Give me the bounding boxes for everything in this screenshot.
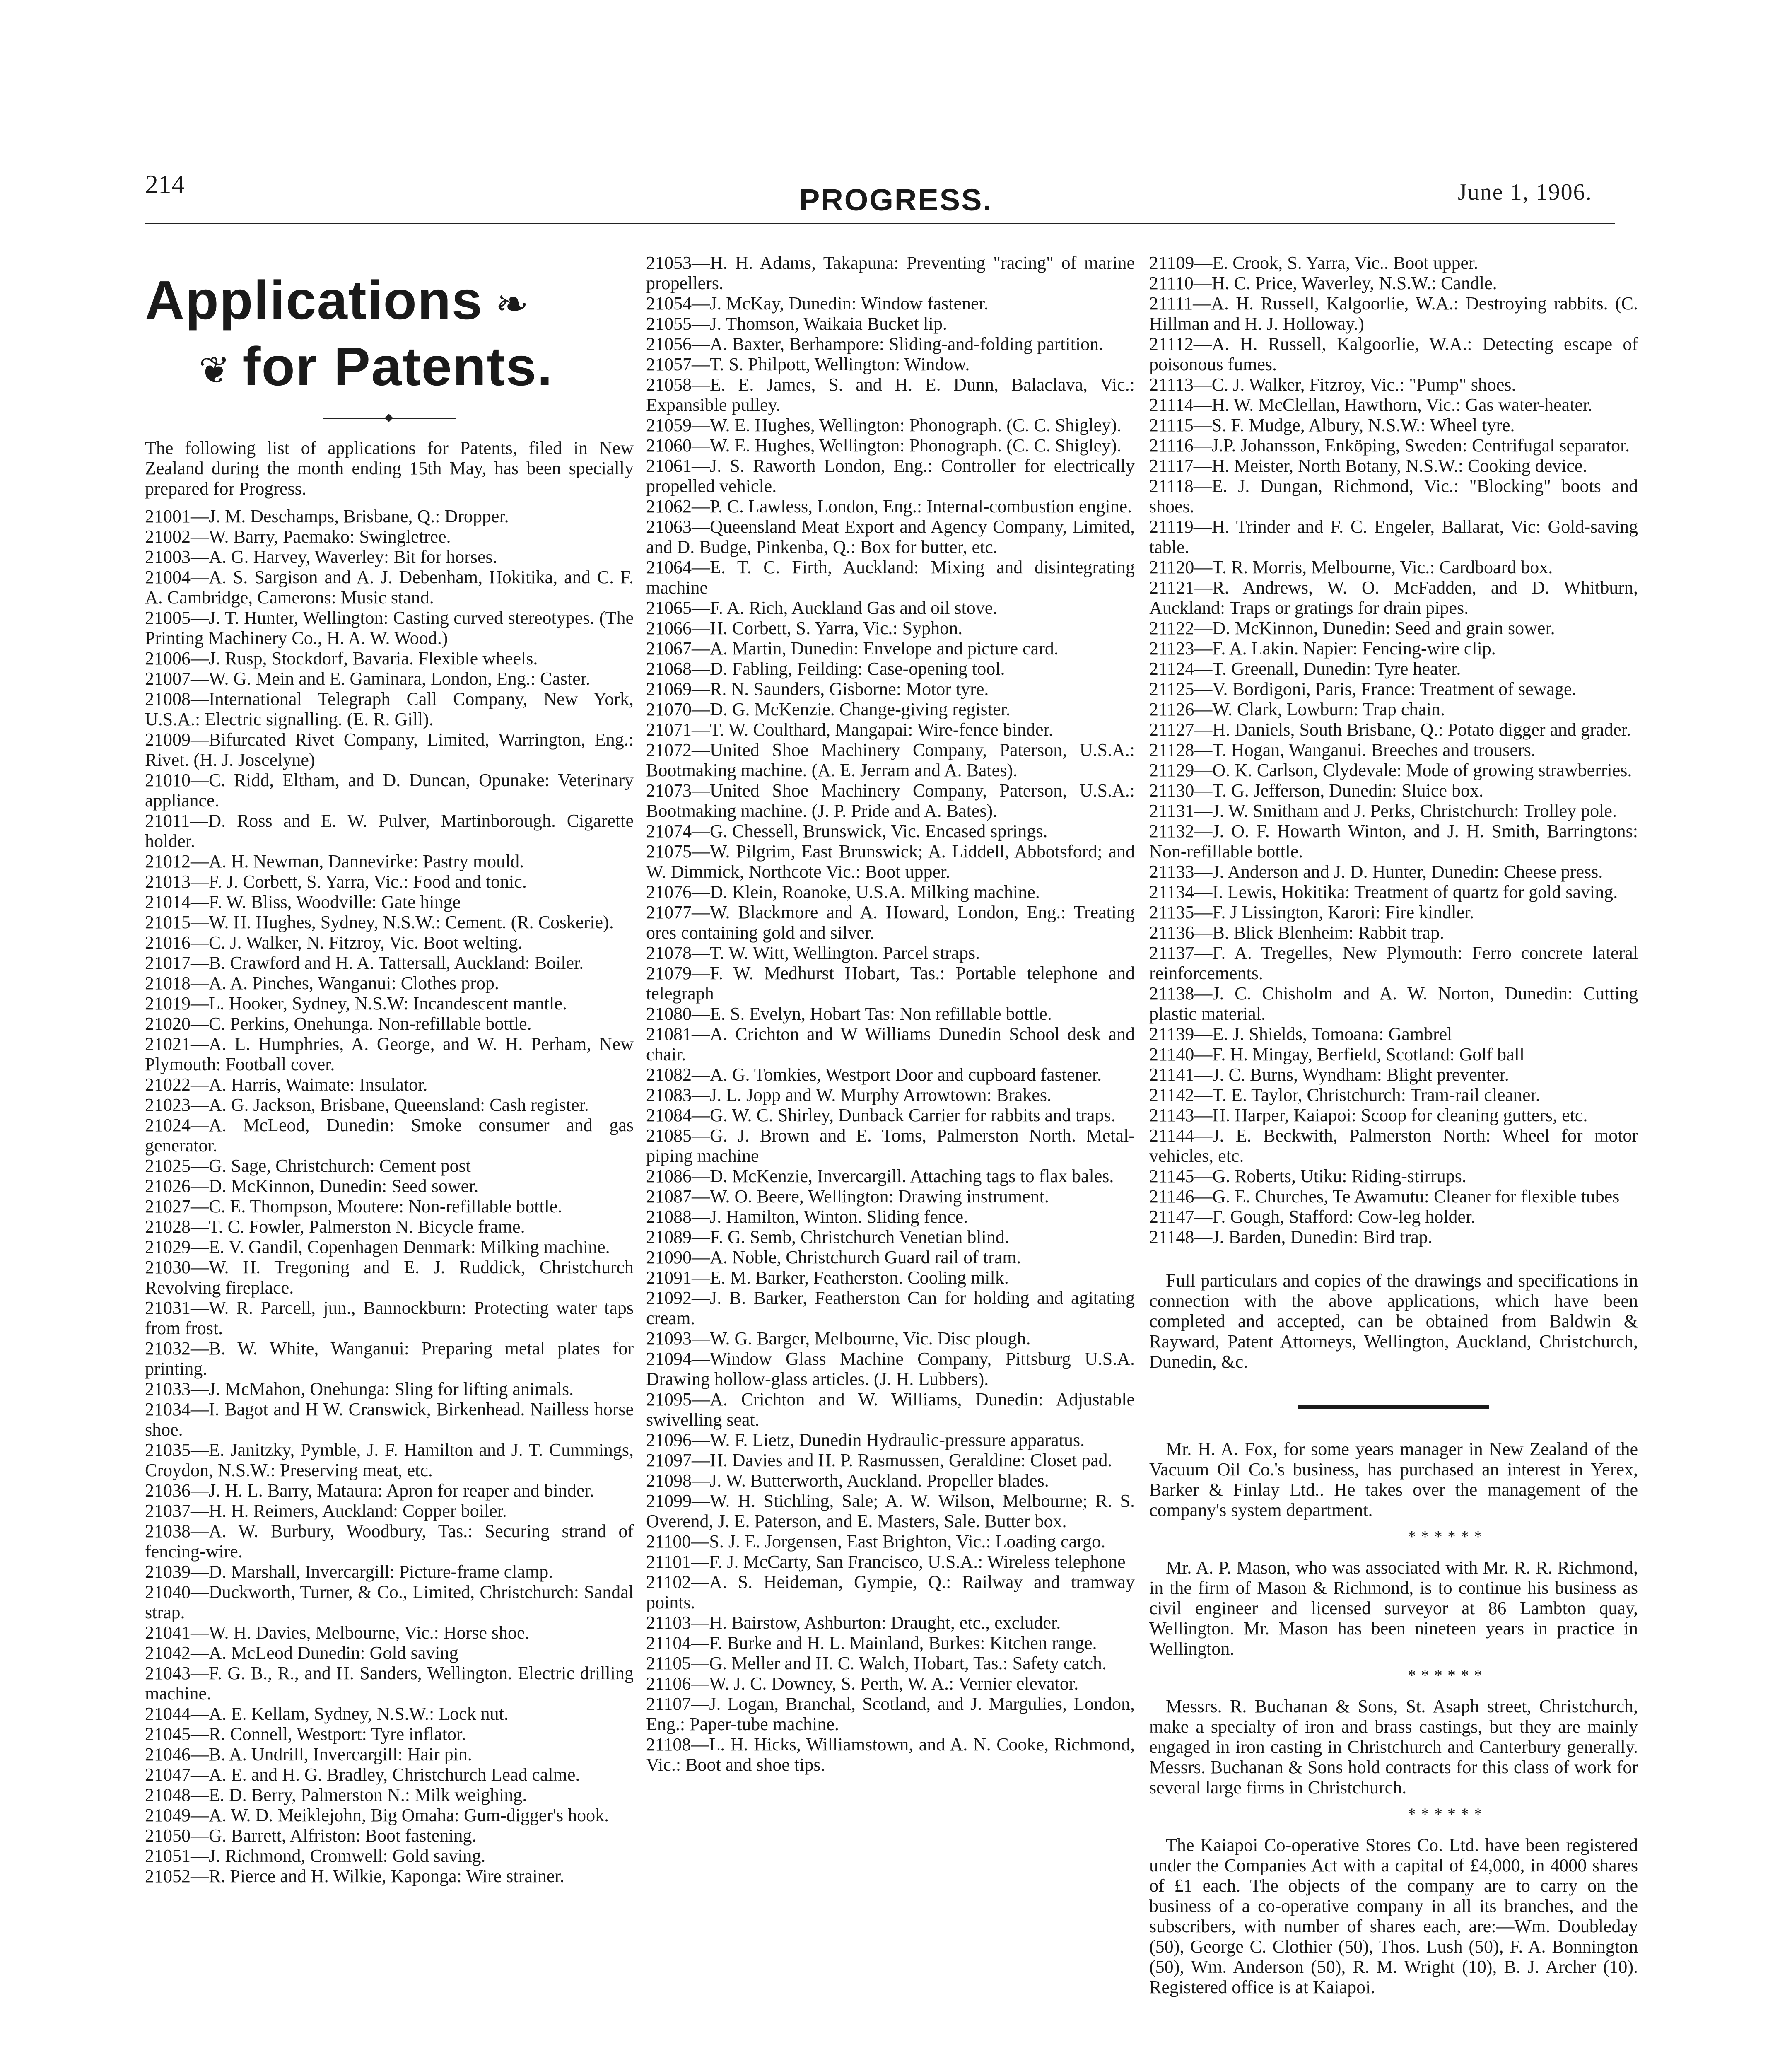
patent-entry: 21097—H. Davies and H. P. Rasmussen, Geraldine: Closet pad. <box>646 1450 1112 1470</box>
patent-entry: 21096—W. F. Lietz, Dunedin Hydraulic-pressure apparatus. <box>646 1430 1085 1450</box>
patent-entry: 21053—H. H. Adams, Takapuna: Preventing "racing" of marine propellers. <box>646 253 1135 293</box>
patent-entry: 21125—V. Bordigoni, Paris, France: Treatment of sewage. <box>1149 679 1577 699</box>
patent-entry: 21086—D. McKenzie, Invercargill. Attaching tags to flax bales. <box>646 1166 1114 1186</box>
patent-entry: 21065—F. A. Rich, Auckland Gas and oil stove. <box>646 598 998 618</box>
patent-entry: 21122—D. McKinnon, Dunedin: Seed and grain sower. <box>1149 618 1555 638</box>
patent-entry: 21094—Window Glass Machine Company, Pittsburg U.S.A. Drawing hollow-glass articles. (J. H. Lubbers). <box>646 1349 1135 1389</box>
column-2 <box>646 253 1135 1775</box>
patent-entry: 21119—H. Trinder and F. C. Engeler, Ballarat, Vic: Gold-saving table. <box>1149 517 1638 557</box>
patent-entry: 21133—J. Anderson and J. D. Hunter, Dunedin: Cheese press. <box>1149 862 1603 882</box>
patent-entry: 21047—A. E. and H. G. Bradley, Christchurch Lead calme. <box>145 1764 580 1785</box>
patent-entry: 21124—T. Greenall, Dunedin: Tyre heater. <box>1149 659 1461 679</box>
patent-entry: 21062—P. C. Lawless, London, Eng.: Internal-combustion engine. <box>646 496 1132 517</box>
patent-entry: 21027—C. E. Thompson, Moutere: Non-refillable bottle. <box>145 1196 562 1217</box>
patent-entry: 21139—E. J. Shields, Tomoana: Gambrel <box>1149 1024 1452 1044</box>
patent-entry: 21128—T. Hogan, Wanganui. Breeches and trousers. <box>1149 740 1536 760</box>
patent-entry: 21072—United Shoe Machinery Company, Paterson, U.S.A.: Bootmaking machine. (A. E. Jerram and A. Bates). <box>646 740 1135 780</box>
patent-entry: 21009—Bifurcated Rivet Company, Limited, Warrington, Eng.: Rivet. (H. J. Joscelyne) <box>145 729 634 770</box>
patent-entry: 21088—J. Hamilton, Winton. Sliding fence. <box>646 1207 968 1227</box>
patent-entry: 21137—F. A. Tregelles, New Plymouth: Ferro concrete lateral reinforcements. <box>1149 943 1638 983</box>
patent-entry: 21074—G. Chessell, Brunswick, Vic. Encased springs. <box>646 821 1048 841</box>
patent-entry: 21050—G. Barrett, Alfriston: Boot fastening. <box>145 1825 477 1846</box>
star-separator: ****** <box>1408 1527 1487 1546</box>
patent-entry: 21093—W. G. Barger, Melbourne, Vic. Disc plough. <box>646 1328 1031 1349</box>
patent-entry: 21035—E. Janitzky, Pymble, J. F. Hamilton and J. T. Cummings, Croydon, N.S.W.: Preserving meat, etc. <box>145 1440 634 1481</box>
patent-entry: 21012—A. H. Newman, Dannevirke: Pastry mould. <box>145 851 524 872</box>
article-intro: The following list of applications for Patents, filed in New Zealand during the month ending 15th May, has been specially prepared for Progress. <box>145 438 634 499</box>
patent-entry: 21033—J. McMahon, Onehunga: Sling for lifting animals. <box>145 1379 574 1400</box>
column-3 <box>1149 253 1638 1997</box>
star-separator: ****** <box>1408 1666 1487 1685</box>
patent-entry: 21106—W. J. C. Downey, S. Perth, W. A.: Vernier elevator. <box>646 1673 1079 1694</box>
issue-date: June 1, 1906. <box>1458 179 1592 205</box>
patent-entry: 21118—E. J. Dungan, Richmond, Vic.: "Blocking" boots and shoes. <box>1149 476 1638 517</box>
patent-entry: 21058—E. E. James, S. and H. E. Dunn, Balaclava, Vic.: Expansible pulley. <box>646 374 1135 415</box>
patent-entry: 21138—J. C. Chisholm and A. W. Norton, Dunedin: Cutting plastic material. <box>1149 983 1638 1024</box>
patent-entry: 21037—H. H. Reimers, Auckland: Copper boiler. <box>145 1501 507 1521</box>
heading-line-2: for Patents. <box>242 336 553 397</box>
patent-entry: 21045—R. Connell, Westport: Tyre inflator. <box>145 1724 466 1745</box>
patent-entry: 21001—J. M. Deschamps, Brisbane, Q.: Dropper. <box>145 506 509 527</box>
patent-entry: 21143—H. Harper, Kaiapoi: Scoop for cleaning gutters, etc. <box>1149 1105 1588 1125</box>
patent-entry: 21129—O. K. Carlson, Clydevale: Mode of growing strawberries. <box>1149 760 1632 780</box>
patent-entry: 21105—G. Meller and H. C. Walch, Hobart, Tas.: Safety catch. <box>646 1653 1107 1673</box>
patent-entry: 21007—W. G. Mein and E. Gaminara, London, Eng.: Caster. <box>145 669 590 689</box>
patent-entry: 21016—C. J. Walker, N. Fitzroy, Vic. Boot welting. <box>145 932 523 953</box>
patent-entry: 21066—H. Corbett, S. Yarra, Vic.: Syphon. <box>646 618 963 638</box>
patent-entry: 21043—F. G. B., R., and H. Sanders, Wellington. Electric drilling machine. <box>145 1663 634 1704</box>
patent-entry: 21044—A. E. Kellam, Sydney, N.S.W.: Lock nut. <box>145 1704 509 1724</box>
patent-entry: 21015—W. H. Hughes, Sydney, N.S.W.: Cement. (R. Coskerie). <box>145 912 614 933</box>
patent-entry: 21121—R. Andrews, W. O. McFadden, and D. Whitburn, Auckland: Traps or gratings for drain pipes. <box>1149 577 1638 618</box>
patent-entry: 21067—A. Martin, Dunedin: Envelope and picture card. <box>646 638 1059 659</box>
patent-entry: 21099—W. H. Stichling, Sale; A. W. Wilson, Melbourne; R. S. Overend, J. E. Paterson, and E. Masters, Sale. Butter box. <box>646 1491 1135 1531</box>
heading-line-2-wrap <box>145 336 634 402</box>
news-item: Mr. A. P. Mason, who was associated with Mr. R. R. Richmond, in the firm of Mason & Richmond, is to continue his business as civil engineer and licensed surveyor at 86 Lambton quay, Wellington. Mr. Mason has been nineteen years in practice in Wellington. <box>1149 1557 1638 1659</box>
patent-entry: 21089—F. G. Semb, Christchurch Venetian blind. <box>646 1227 1009 1247</box>
leaf-ornament-icon: ❧ <box>495 282 530 327</box>
patent-entry: 21038—A. W. Burbury, Woodbury, Tas.: Securing strand of fencing-wire. <box>145 1521 634 1562</box>
patent-entry: 21110—H. C. Price, Waverley, N.S.W.: Candle. <box>1149 273 1497 293</box>
patent-entry: 21064—E. T. C. Firth, Auckland: Mixing and disintegrating machine <box>646 557 1135 598</box>
patent-entry: 21049—A. W. D. Meiklejohn, Big Omaha: Gum-digger's hook. <box>145 1805 609 1826</box>
patent-entry: 21102—A. S. Heideman, Gympie, Q.: Railway and tramway points. <box>646 1572 1135 1612</box>
article-heading <box>145 269 634 402</box>
star-separator: ****** <box>1408 1805 1487 1823</box>
patent-entry: 21079—F. W. Medhurst Hobart, Tas.: Portable telephone and telegraph <box>646 963 1135 1004</box>
page-number: 214 <box>145 169 185 199</box>
patent-entry: 21123—F. A. Lakin. Napier: Fencing-wire clip. <box>1149 638 1496 659</box>
patent-entry: 21036—J. H. L. Barry, Mataura: Apron for reaper and binder. <box>145 1480 594 1501</box>
patent-entry: 21080—E. S. Evelyn, Hobart Tas: Non refillable bottle. <box>646 1004 1052 1024</box>
patent-list-col2 <box>646 253 1135 1775</box>
patent-entry: 21019—L. Hooker, Sydney, N.S.W: Incandescent mantle. <box>145 993 567 1014</box>
patent-entry: 21135—F. J Lissington, Karori: Fire kindler. <box>1149 902 1474 922</box>
patent-entry: 21131—J. W. Smitham and J. Perks, Christchurch: Trolley pole. <box>1149 801 1617 821</box>
patent-entry: 21059—W. E. Hughes, Wellington: Phonograph. (C. C. Shigley). <box>646 415 1122 435</box>
heading-line-1: Applications <box>145 270 483 331</box>
patent-entry: 21054—J. McKay, Dunedin: Window fastener. <box>646 293 989 314</box>
patent-entry: 21082—A. G. Tomkies, Westport Door and cupboard fastener. <box>646 1064 1102 1085</box>
patent-entry: 21029—E. V. Gandil, Copenhagen Denmark: Milking machine. <box>145 1237 610 1258</box>
patent-entry: 21063—Queensland Meat Export and Agency Company, Limited, and D. Budge, Pinkenba, Q.: Box for butter, etc. <box>646 517 1135 557</box>
patent-entry: 21020—C. Perkins, Onehunga. Non-refillable bottle. <box>145 1014 532 1034</box>
column-1 <box>145 253 634 1886</box>
patent-entry: 21051—J. Richmond, Cromwell: Gold saving. <box>145 1846 486 1866</box>
patent-entry: 21002—W. Barry, Paemako: Swingletree. <box>145 526 451 547</box>
patent-entry: 21061—J. S. Raworth London, Eng.: Controller for electrically propelled vehicle. <box>646 456 1135 496</box>
patent-entry: 21111—A. H. Russell, Kalgoorlie, W.A.: Destroying rabbits. (C. Hillman and H. J. Holloway.) <box>1149 293 1638 334</box>
patent-entry: 21076—D. Klein, Roanoke, U.S.A. Milking machine. <box>646 882 1040 902</box>
patent-entry: 21147—F. Gough, Stafford: Cow-leg holder. <box>1149 1207 1476 1227</box>
patent-entry: 21092—J. B. Barker, Featherston Can for holding and agitating cream. <box>646 1288 1135 1328</box>
patent-entry: 21057—T. S. Philpott, Wellington: Window. <box>646 354 970 374</box>
patent-entry: 21116—J.P. Johansson, Enköping, Sweden: Centrifugal separator. <box>1149 435 1630 456</box>
patent-entry: 21073—United Shoe Machinery Company, Paterson, U.S.A.: Bootmaking machine. (J. P. Pride and A. Bates). <box>646 780 1135 821</box>
patent-entry: 21087—W. O. Beere, Wellington: Drawing instrument. <box>646 1186 1049 1207</box>
patent-entry: 21070—D. G. McKenzie. Change-giving register. <box>646 699 1011 719</box>
news-item: Messrs. R. Buchanan & Sons, St. Asaph street, Christchurch, make a specialty of iron and brass castings, but they are mainly engaged in iron casting in Christchurch and Canterbury generally. Messrs. Buchanan & Sons hold contracts for this class of work for several large firms in Christchurch. <box>1149 1696 1638 1798</box>
patent-entry: 21017—B. Crawford and H. A. Tattersall, Auckland: Boiler. <box>145 953 584 973</box>
patent-entry: 21126—W. Clark, Lowburn: Trap chain. <box>1149 699 1445 719</box>
patent-entry: 21146—G. E. Churches, Te Awamutu: Cleaner for flexible tubes <box>1149 1186 1620 1207</box>
patent-list-col3 <box>1149 253 1638 1247</box>
patent-entry: 21113—C. J. Walker, Fitzroy, Vic.: "Pump" shoes. <box>1149 374 1516 395</box>
patent-entry: 21060—W. E. Hughes, Wellington: Phonograph. (C. C. Shigley). <box>646 435 1122 456</box>
news-item: The Kaiapoi Co-operative Stores Co. Ltd. have been registered under the Companies Act with a capital of £4,000, in 4000 shares of £1 each. The objects of the company are to carry on the business of a co-operative company in all its branches, and the subscribers, with number of shares each, are:—Wm. Doubleday (50), George C. Clothier (50), Thos. Lush (50), F. A. Bonnington (50), Wm. Anderson (50), R. M. Wright (10), B. J. Archer (10). Registered office is at Kaiapoi. <box>1149 1835 1638 1997</box>
patent-entry: 21117—H. Meister, North Botany, N.S.W.: Cooking device. <box>1149 456 1587 476</box>
patent-entry: 21014—F. W. Bliss, Woodville: Gate hinge <box>145 892 461 912</box>
patent-entry: 21141—J. C. Burns, Wyndham: Blight preventer. <box>1149 1064 1509 1085</box>
patent-entry: 21010—C. Ridd, Eltham, and D. Duncan, Opunake: Veterinary appliance. <box>145 770 634 811</box>
patent-entry: 21098—J. W. Butterworth, Auckland. Propeller blades. <box>646 1470 1049 1491</box>
patent-entry: 21048—E. D. Berry, Palmerston N.: Milk weighing. <box>145 1785 527 1805</box>
patent-list-col1 <box>145 506 634 1886</box>
patent-entry: 21114—H. W. McClellan, Hawthorn, Vic.: Gas water-heater. <box>1149 395 1593 415</box>
patent-entry: 21100—S. J. E. Jorgensen, East Brighton, Vic.: Loading cargo. <box>646 1531 1106 1552</box>
patent-entry: 21071—T. W. Coulthard, Mangapai: Wire-fence binder. <box>646 719 1053 740</box>
patent-entry: 21013—F. J. Corbett, S. Yarra, Vic.: Food and tonic. <box>145 871 527 892</box>
patent-entry: 21031—W. R. Parcell, jun., Bannockburn: Protecting water taps from frost. <box>145 1298 634 1339</box>
patent-entry: 21004—A. S. Sargison and A. J. Debenham, Hokitika, and C. F. A. Cambridge, Camerons: Music stand. <box>145 567 634 608</box>
patent-entry: 21095—A. Crichton and W. Williams, Dunedin: Adjustable swivelling seat. <box>646 1389 1135 1430</box>
patent-entry: 21023—A. G. Jackson, Brisbane, Queensland: Cash register. <box>145 1095 589 1115</box>
patent-entry: 21069—R. N. Saunders, Gisborne: Motor tyre. <box>646 679 989 699</box>
header-rule <box>145 223 1615 224</box>
patent-entry: 21077—W. Blackmore and A. Howard, London, Eng.: Treating ores containing gold and silver. <box>646 902 1135 943</box>
patent-entry: 21107—J. Logan, Branchal, Scotland, and J. Margulies, London, Eng.: Paper-tube machine. <box>646 1694 1135 1734</box>
patent-entry: 21084—G. W. C. Shirley, Dunback Carrier for rabbits and traps. <box>646 1105 1116 1125</box>
patent-entry: 21078—T. W. Witt, Wellington. Parcel straps. <box>646 943 980 963</box>
patent-entry: 21034—I. Bagot and H W. Cranswick, Birkenhead. Nailless horse shoe. <box>145 1399 634 1440</box>
patent-entry: 21083—J. L. Jopp and W. Murphy Arrowtown: Brakes. <box>646 1085 1052 1105</box>
patent-entry: 21112—A. H. Russell, Kalgoorlie, W.A.: Detecting escape of poisonous fumes. <box>1149 334 1638 374</box>
patent-entry: 21140—F. H. Mingay, Berfield, Scotland: Golf ball <box>1149 1044 1525 1064</box>
patent-entry: 21024—A. McLeod, Dunedin: Smoke consumer and gas generator. <box>145 1115 634 1156</box>
section-rule <box>1298 1405 1489 1409</box>
patent-entry: 21030—W. H. Tregoning and E. J. Ruddick, Christchurch Revolving fireplace. <box>145 1257 634 1298</box>
publication-title: PROGRESS. <box>799 183 993 217</box>
patent-entry: 21025—G. Sage, Christchurch: Cement post <box>145 1156 471 1176</box>
patent-entry: 21068—D. Fabling, Feilding: Case-opening tool. <box>646 659 1005 679</box>
patent-entry: 21042—A. McLeod Dunedin: Gold saving <box>145 1643 458 1663</box>
patent-entry: 21028—T. C. Fowler, Palmerston N. Bicycle frame. <box>145 1217 525 1237</box>
patent-entry: 21040—Duckworth, Turner, & Co., Limited, Christchurch: Sandal strap. <box>145 1582 634 1623</box>
patent-entry: 21115—S. F. Mudge, Albury, N.S.W.: Wheel tyre. <box>1149 415 1515 435</box>
patent-entry: 21120—T. R. Morris, Melbourne, Vic.: Cardboard box. <box>1149 557 1553 577</box>
patent-entry: 21142—T. E. Taylor, Christchurch: Tram-rail cleaner. <box>1149 1085 1540 1105</box>
patent-entry: 21134—I. Lewis, Hokitika: Treatment of quartz for gold saving. <box>1149 882 1618 902</box>
leaf-ornament-icon: ❦ <box>199 350 231 392</box>
patent-entry: 21075—W. Pilgrim, East Brunswick; A. Liddell, Abbotsford; and W. Dimmick, Northcote Vic.: Boot upper. <box>646 841 1135 882</box>
patent-entry: 21148—J. Barden, Dunedin: Bird trap. <box>1149 1227 1433 1247</box>
patent-entry: 21136—B. Blick Blenheim: Rabbit trap. <box>1149 922 1445 943</box>
patent-entry: 21021—A. L. Humphries, A. George, and W. H. Perham, New Plymouth: Football cover. <box>145 1034 634 1075</box>
patent-entry: 21085—G. J. Brown and E. Toms, Palmerston North. Metal-piping machine <box>646 1125 1135 1166</box>
patent-entry: 21056—A. Baxter, Berhampore: Sliding-and-folding partition. <box>646 334 1104 354</box>
patent-entry: 21046—B. A. Undrill, Invercargill: Hair pin. <box>145 1744 472 1765</box>
patent-entry: 21104—F. Burke and H. L. Mainland, Burkes: Kitchen range. <box>646 1633 1097 1653</box>
article-closing: Full particulars and copies of the drawings and specifications in connection with the above applications, which have been completed and accepted, can be obtained from Baldwin & Rayward, Patent Attorneys, Wellington, Auckland, Christchurch, Dunedin, &c. <box>1149 1270 1638 1372</box>
heading-divider <box>323 418 456 419</box>
patent-entry: 21145—G. Roberts, Utiku: Riding-stirrups. <box>1149 1166 1466 1186</box>
patent-entry: 21003—A. G. Harvey, Waverley: Bit for horses. <box>145 547 497 567</box>
patent-entry: 21103—H. Bairstow, Ashburton: Draught, etc., excluder. <box>646 1612 1061 1633</box>
patent-entry: 21018—A. A. Pinches, Wanganui: Clothes prop. <box>145 973 499 994</box>
patent-entry: 21041—W. H. Davies, Melbourne, Vic.: Horse shoe. <box>145 1622 530 1643</box>
patent-entry: 21006—J. Rusp, Stockdorf, Bavaria. Flexible wheels. <box>145 648 538 669</box>
patent-entry: 21008—International Telegraph Call Company, New York, U.S.A.: Electric signalling. (E. R. Gill). <box>145 689 634 730</box>
patent-entry: 21130—T. G. Jefferson, Dunedin: Sluice box. <box>1149 780 1483 801</box>
patent-entry: 21005—J. T. Hunter, Wellington: Casting curved stereotypes. (The Printing Machinery Co., H. A. W. Wood.) <box>145 608 634 649</box>
news-item: Mr. H. A. Fox, for some years manager in New Zealand of the Vacuum Oil Co.'s business, has purchased an interest in Yerex, Barker & Finlay Ltd.. He takes over the management of the company's system department. <box>1149 1439 1638 1520</box>
patent-entry: 21144—J. E. Beckwith, Palmerston North: Wheel for motor vehicles, etc. <box>1149 1125 1638 1166</box>
patent-entry: 21022—A. Harris, Waimate: Insulator. <box>145 1074 428 1095</box>
patent-entry: 21055—J. Thomson, Waikaia Bucket lip. <box>646 314 947 334</box>
patent-entry: 21132—J. O. F. Howarth Winton, and J. H. Smith, Barringtons: Non-refillable bottle. <box>1149 821 1638 862</box>
patent-entry: 21127—H. Daniels, South Brisbane, Q.: Potato digger and grader. <box>1149 719 1631 740</box>
patent-entry: 21109—E. Crook, S. Yarra, Vic.. Boot upper. <box>1149 253 1478 273</box>
patent-entry: 21081—A. Crichton and W Williams Dunedin School desk and chair. <box>646 1024 1135 1064</box>
patent-entry: 21101—F. J. McCarty, San Francisco, U.S.A.: Wireless telephone <box>646 1552 1126 1572</box>
patent-entry: 21052—R. Pierce and H. Wilkie, Kaponga: Wire strainer. <box>145 1866 564 1887</box>
patent-entry: 21091—E. M. Barker, Featherston. Cooling milk. <box>646 1267 1009 1288</box>
patent-entry: 21032—B. W. White, Wanganui: Preparing metal plates for printing. <box>145 1338 634 1379</box>
patent-entry: 21108—L. H. Hicks, Williamstown, and A. N. Cooke, Richmond, Vic.: Boot and shoe tips. <box>646 1734 1135 1775</box>
patent-entry: 21090—A. Noble, Christchurch Guard rail of tram. <box>646 1247 1021 1267</box>
patent-entry: 21039—D. Marshall, Invercargill: Picture-frame clamp. <box>145 1562 553 1582</box>
patent-entry: 21011—D. Ross and E. W. Pulver, Martinborough. Cigarette holder. <box>145 811 634 852</box>
patent-entry: 21026—D. McKinnon, Dunedin: Seed sower. <box>145 1176 479 1197</box>
